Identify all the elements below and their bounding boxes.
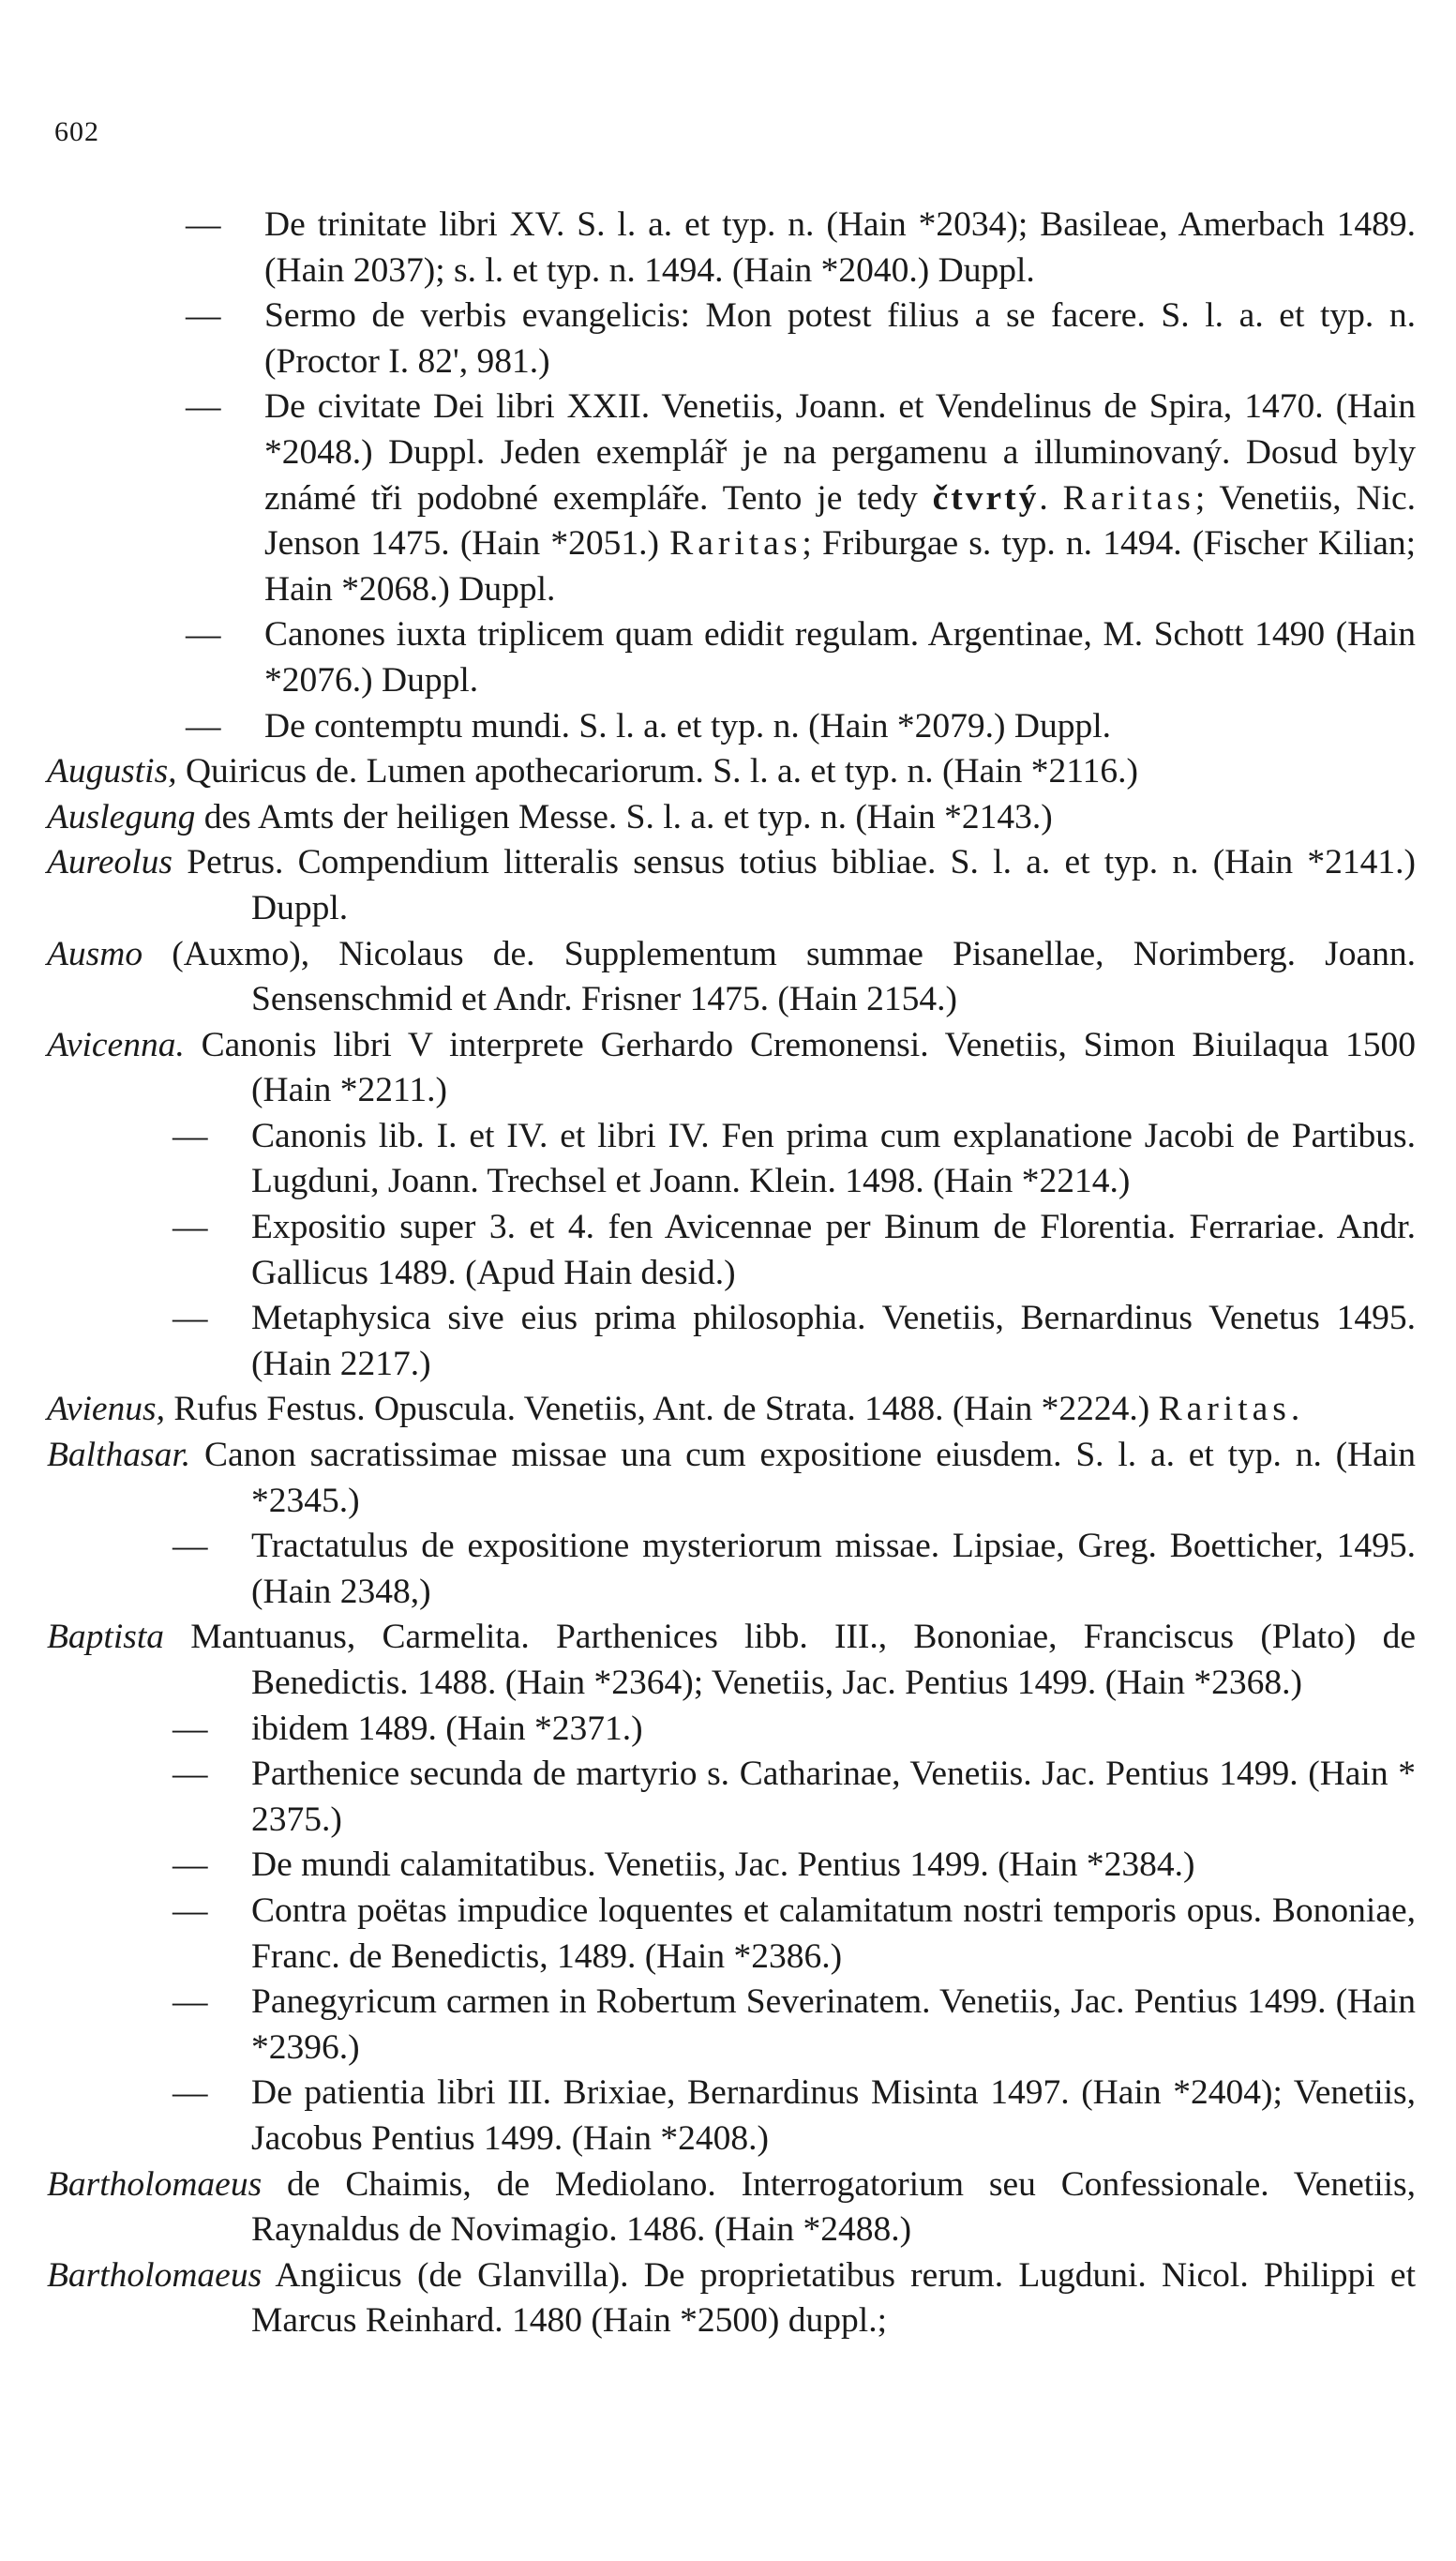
raritas-mark: Raritas <box>1062 478 1195 518</box>
entry-balthasar <box>47 1433 1416 1524</box>
entry-ausmo <box>47 932 1416 1023</box>
entry-dash: — <box>186 387 221 427</box>
entry-text: Parthenice secunda de martyrio s. Catharinae, Venetiis. Jac. Pentius 1499. (Hain * 2375.) <box>251 1755 1416 1839</box>
entry-augustis <box>47 749 1416 795</box>
entry-dash: — <box>173 1208 208 1247</box>
entry-de-civitate-dei <box>47 384 1416 612</box>
entry-tractatulus <box>47 1524 1416 1615</box>
entry-canones <box>47 612 1416 703</box>
entry-bartholomaeus-chaimis <box>47 2162 1416 2253</box>
entry-text: ; Friburgae s. typ. n. 1494. (Fischer Kilian; Hain *2068.) Duppl. <box>264 524 1417 609</box>
entry-dash: — <box>173 1299 208 1338</box>
entry-de-contemptu-mundi <box>47 704 1416 750</box>
entry-text: Canonis lib. I. et IV. et libri IV. Fen prima cum explanatione Jacobi de Partibus. Lugduni, Joann. Trechsel et Joann. Klein. 1498. (Hain *2214.) <box>251 1116 1416 1201</box>
entry-heading: Bartholomaeus <box>47 2164 263 2204</box>
entry-text: Mantuanus, Carmelita. Parthenices libb. III., Bononiae, Franciscus (Plato) de Benedictis. 1488. (Hain *2364); Venetiis, Jac. Pentius 1499. (Hain *2368.) <box>164 1618 1416 1702</box>
entry-de-trinitate <box>47 203 1416 294</box>
entry-text: De contemptu mundi. S. l. a. et typ. n. (Hain *2079.) Duppl. <box>264 706 1112 746</box>
entry-text: Tractatulus de expositione mysteriorum missae. Lipsiae, Greg. Boetticher, 1495. (Hain 2348,) <box>251 1527 1416 1611</box>
entry-text: Panegyricum carmen in Robertum Severinatem. Venetiis, Jac. Pentius 1499. (Hain *2396.) <box>251 1982 1416 2067</box>
entry-dash: — <box>173 1891 208 1930</box>
entry-metaphysica <box>47 1296 1416 1387</box>
entry-de-mundi-calamitatibus <box>47 1843 1416 1889</box>
entry-emphasis: čtvrtý <box>932 478 1040 518</box>
entry-sermo-de-verbis <box>47 294 1416 384</box>
entry-text: De patientia libri III. Brixiae, Bernardinus Misinta 1497. (Hain *2404); Venetiis, Jacobus Pentius 1499. (Hain *2408.) <box>251 2073 1416 2158</box>
entry-dash: — <box>173 1709 208 1748</box>
page-number: 602 <box>54 116 99 147</box>
catalogue-text <box>47 203 1416 2344</box>
entry-baptista <box>47 1615 1416 1706</box>
entry-heading: Aureolus <box>47 843 173 882</box>
entry-dash: — <box>173 2073 208 2113</box>
entry-text: Metaphysica sive eius prima philosophia. Venetiis, Bernardinus Venetus 1495. (Hain 2217.) <box>251 1299 1416 1383</box>
entry-dash: — <box>173 1116 208 1155</box>
entry-text: Petrus. Compendium litteralis sensus totius bibliae. S. l. a. et typ. n. (Hain *2141.) Duppl. <box>173 843 1416 927</box>
entry-text: Canon sacratissimae missae una cum expositione eiusdem. S. l. a. et typ. n. (Hain *2345.) <box>190 1436 1416 1520</box>
entry-heading: Ausmo <box>47 934 143 973</box>
entry-text: ; Venetiis, Nic. Jenson 1475. (Hain *2051.) <box>264 478 1416 564</box>
entry-heading: Avicenna. <box>47 1025 185 1064</box>
entry-text: Canones iuxta triplicem quam edidit regulam. Argentinae, M. Schott 1490 (Hain *2076.) Duppl. <box>264 615 1416 700</box>
entry-heading: Avienus, <box>47 1390 166 1429</box>
entry-dash: — <box>173 1527 208 1566</box>
entry-heading: Bartholomaeus <box>47 2255 263 2295</box>
entry-text: Expositio super 3. et 4. fen Avicennae per Binum de Florentia. Ferrariae. Andr. Gallicus 1489. (Apud Hain desid.) <box>251 1208 1416 1292</box>
entry-text: (Auxmo), Nicolaus de. Supplementum summae Pisanellae, Norimberg. Joann. Sensenschmid et Andr. Frisner 1475. (Hain 2154.) <box>143 934 1416 1019</box>
entry-dash: — <box>173 1982 208 2022</box>
entry-dash: — <box>173 1755 208 1794</box>
entry-de-patientia <box>47 2071 1416 2162</box>
entry-text: . <box>1039 478 1063 518</box>
entry-dash: — <box>173 1845 208 1885</box>
entry-auslegung <box>47 795 1416 841</box>
entry-text: Angiicus (de Glanvilla). De proprietatibus rerum. Lugduni. Nicol. Philippi et Marcus Reinhard. 1480 (Hain *2500) duppl.; <box>251 2255 1416 2341</box>
entry-heading: Baptista <box>47 1618 165 1657</box>
entry-dash: — <box>186 205 221 244</box>
entry-heading: Auslegung <box>47 797 196 836</box>
entry-dash: — <box>186 706 221 746</box>
entry-parthenice-secunda <box>47 1752 1416 1843</box>
entry-text: des Amts der heiligen Messe. S. l. a. et typ. n. (Hain *2143.) <box>195 797 1053 836</box>
entry-ibidem <box>47 1707 1416 1753</box>
entry-avicenna <box>47 1023 1416 1114</box>
entry-text: Quiricus de. Lumen apothecariorum. S. l. a. et typ. n. (Hain *2116.) <box>176 752 1139 791</box>
entry-text: Contra poëtas impudice loquentes et calamitatum nostri temporis opus. Bononiae, Franc. de Benedictis, 1489. (Hain *2386.) <box>251 1891 1416 1976</box>
entry-bartholomaeus-anglicus <box>47 2253 1416 2344</box>
entry-expositio-super <box>47 1205 1416 1296</box>
entry-dash: — <box>186 615 221 655</box>
entry-text: De mundi calamitatibus. Venetiis, Jac. Pentius 1499. (Hain *2384.) <box>251 1845 1195 1885</box>
entry-dash: — <box>186 296 221 336</box>
entry-text: Rufus Festus. Opuscula. Venetiis, Ant. de Strata. 1488. (Hain *2224.) <box>165 1390 1159 1429</box>
entry-heading: Balthasar. <box>47 1436 191 1475</box>
entry-text: Sermo de verbis evangelicis: Mon potest filius a se facere. S. l. a. et typ. n. (Proctor I. 82', 981.) <box>264 296 1416 381</box>
entry-text: De trinitate libri XV. S. l. a. et typ. n. (Hain *2034); Basileae, Amerbach 1489. (Hain 2037); s. l. et typ. n. 1494. (Hain *2040.) Duppl. <box>264 205 1416 290</box>
entry-aureolus <box>47 840 1416 931</box>
raritas-mark: Raritas. <box>1158 1390 1305 1429</box>
entry-text: de Chaimis, de Mediolano. Interrogatorium seu Confessionale. Venetiis, Raynaldus de Novimagio. 1486. (Hain *2488.) <box>251 2164 1416 2250</box>
entry-heading: Augustis, <box>47 752 177 791</box>
entry-contra-poetas <box>47 1889 1416 1980</box>
entry-panegyricum <box>47 1980 1416 2071</box>
entry-canonis-lib <box>47 1114 1416 1205</box>
entry-text: ibidem 1489. (Hain *2371.) <box>251 1709 643 1748</box>
entry-text: Canonis libri V interprete Gerhardo Cremonensi. Venetiis, Simon Biuilaqua 1500 (Hain *2211.) <box>184 1025 1416 1110</box>
entry-avienus <box>47 1387 1416 1433</box>
entry-text: De civitate Dei libri XXII. Venetiis, Joann. et Vendelinus de Spira, 1470. (Hain *2048.) Duppl. Jeden exemplář je na pergamenu a illuminovaný. Dosud byly známé tři podobné exempláře. Tento je tedy <box>264 387 1416 518</box>
raritas-mark: Raritas <box>669 524 803 564</box>
